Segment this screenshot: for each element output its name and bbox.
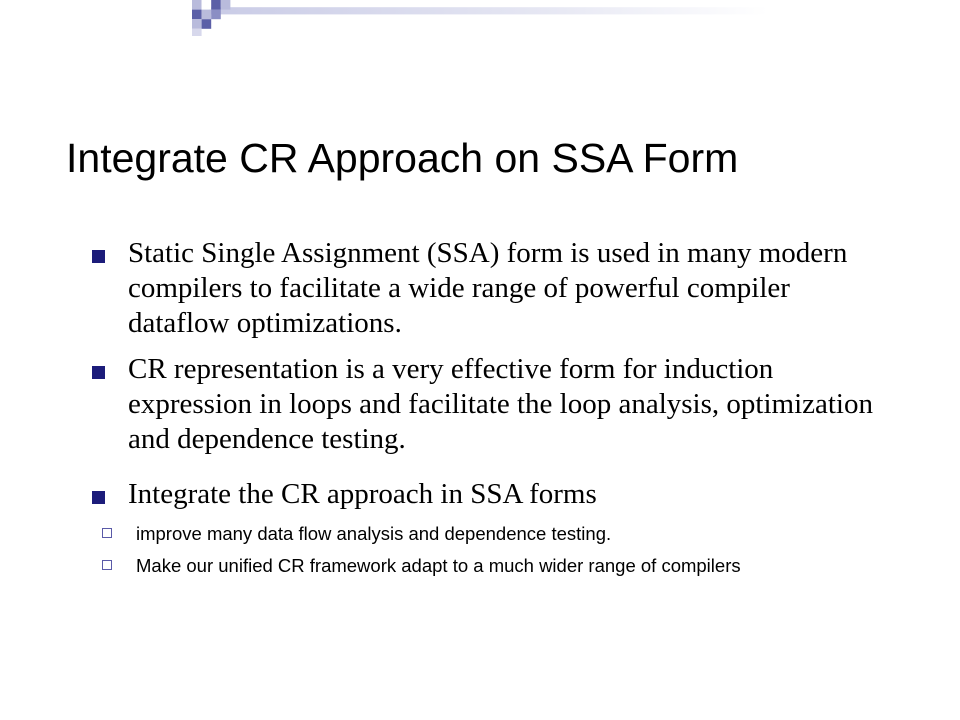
filled-square-bullet-icon — [92, 250, 105, 263]
deco-square — [192, 0, 202, 10]
sub-bullet-text: Make our unified CR framework adapt to a much wider range of compilers — [136, 555, 741, 576]
deco-square — [202, 10, 212, 20]
slide-title: Integrate CR Approach on SSA Form — [66, 135, 739, 181]
top-gradient-bar — [209, 7, 768, 14]
sub-bullet-list — [92, 522, 882, 578]
deco-square — [192, 10, 202, 20]
bullet-item — [92, 236, 882, 341]
hollow-square-bullet-icon — [102, 528, 112, 538]
hollow-square-bullet-icon — [102, 560, 112, 570]
bullet-text: Static Single Assignment (SSA) form is used in many modern compilers to facilitate a wide range of powerful compiler dataflow optimizations. — [128, 237, 848, 339]
sub-bullet-text: improve many data flow analysis and dependence testing. — [136, 523, 612, 544]
deco-square — [211, 10, 221, 20]
deco-square — [221, 0, 231, 10]
deco-square — [192, 19, 202, 29]
sub-bullet-item — [92, 522, 882, 546]
deco-square — [192, 29, 202, 36]
deco-square — [202, 19, 212, 29]
filled-square-bullet-icon — [92, 491, 105, 504]
sub-bullet-item — [92, 554, 882, 578]
bullet-item — [92, 352, 882, 457]
deco-square — [202, 0, 212, 10]
corner-squares-decoration — [0, 0, 960, 36]
bullet-item — [92, 477, 882, 578]
filled-square-bullet-icon — [92, 366, 105, 379]
bullet-text: Integrate the CR approach in SSA forms — [128, 478, 597, 510]
bullet-text: CR representation is a very effective form for induction expression in loops and facilitate the loop analysis, optimization and dependence testing. — [128, 353, 873, 455]
deco-square — [211, 0, 221, 10]
bullet-list — [92, 236, 882, 589]
